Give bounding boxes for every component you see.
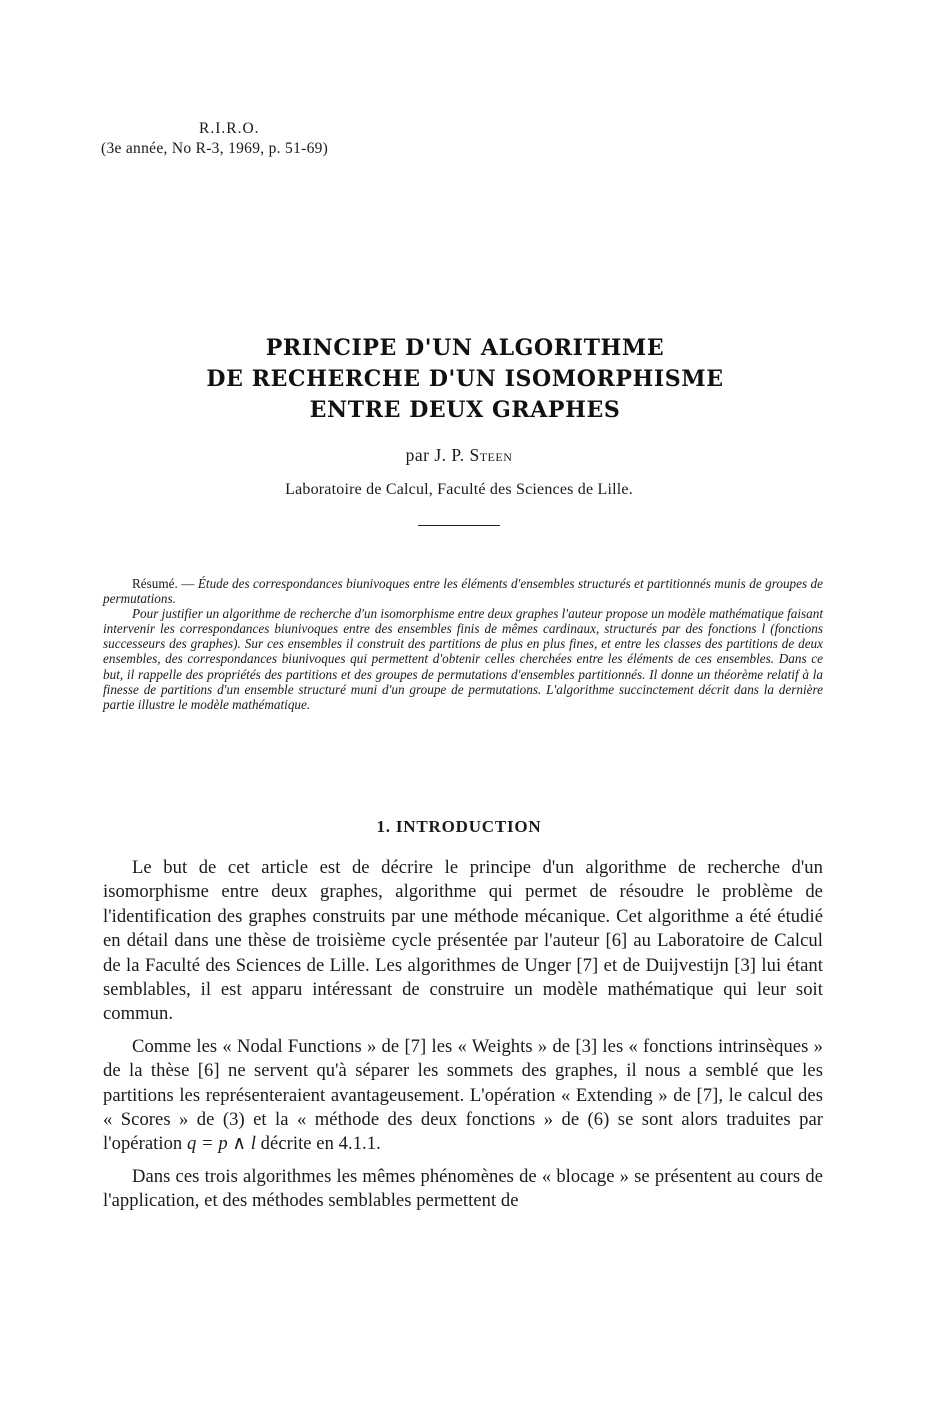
journal-abbreviation: R.I.R.O. <box>199 120 260 137</box>
body-paragraph-2 <box>103 1035 823 1157</box>
title-line-2: DE RECHERCHE D'UN ISOMORPHISME <box>206 366 724 392</box>
body-paragraph-2-tail: décrite en 4.1.1. <box>260 1133 381 1155</box>
paper-title <box>0 333 930 426</box>
body-paragraph-2-text: Comme les « Nodal Functions » de [7] les « Weights » de [3] les « fonctions intrinsèques » de la thèse [6] ne servent qu'à séparer les sommets des graphes, il nous a semblé que les partitions les représenteraient avantageusement. L'opération « Extending » de [7], le calcul des « Scores » de (3) et la « méthode des deux fonctions » de (6) se sont alors traduites par l'opération <box>103 1035 823 1155</box>
math-expression: q = p ∧ l <box>187 1133 256 1155</box>
journal-reference <box>101 119 328 159</box>
title-line-3: ENTRE DEUX GRAPHES <box>309 397 621 423</box>
body-paragraph-3: Dans ces trois algorithmes les mêmes phénomènes de « blocage » se présentent au cours de l'application, et des méthodes semblables permettent de <box>103 1165 823 1212</box>
author-affiliation: Laboratoire de Calcul, Faculté des Sciences de Lille. <box>285 481 633 498</box>
title-line-1: PRINCIPE D'UN ALGORITHME <box>265 335 665 361</box>
author-prefix: par J. P. <box>405 445 465 465</box>
abstract-paragraph: Pour justifier un algorithme de recherche d'un isomorphisme entre deux graphes l'auteur propose un modèle mathématique faisant intervenir les correspondances biunivoques entre des ensembles finis de mêmes cardinaux, structurés par des fonctions l (fonctions successeurs des graphes). Sur ces ensembles il construit des partitions de plus en plus fines, et entre les classes des partitions de deux ensembles, des correspondances biunivoques qui permettent d'obtenir celles cherchées entre les éléments de ces ensembles. Dans ce but, il rappelle des propriétés des partitions et des groupes de permutations d'ensembles partitionnés. Il donne un théorème relatif à la finesse de partitions d'un ensemble structuré muni d'un groupe de permutations. L'algorithme succinctement décrit dans la dernière partie illustre le modèle mathématique. <box>103 606 823 712</box>
abstract-summary: Étude des correspondances biunivoques entre les éléments d'ensembles structurés et partitionnés munis de groupes de permutations. <box>103 576 823 607</box>
section-body <box>103 856 823 1222</box>
journal-issue-info: (3e année, No R-3, 1969, p. 51-69) <box>101 140 329 157</box>
title-separator-rule <box>418 525 500 526</box>
author-name: Steen <box>469 445 513 465</box>
section-heading: 1. INTRODUCTION <box>376 817 542 836</box>
abstract-label: Résumé. — <box>132 576 195 591</box>
abstract <box>103 576 823 712</box>
abstract-summary-paragraph <box>103 576 823 606</box>
body-paragraph-1: Le but de cet article est de décrire le principe d'un algorithme de recherche d'un isomorphisme entre deux graphes, algorithme qui permet de résoudre le problème de l'identification des graphes construits par une méthode mécanique. Cet algorithme a été étudié en détail dans une thèse de troisième cycle présentée par l'auteur [6] au Laboratoire de Calcul de la Faculté des Sciences de Lille. Les algorithmes de Unger [7] et de Duijvestijn [3] lui étant semblables, il est apparu intéressant de construire un modèle mathématique qui leur soit commun. <box>103 857 823 1025</box>
author-line <box>0 445 918 466</box>
